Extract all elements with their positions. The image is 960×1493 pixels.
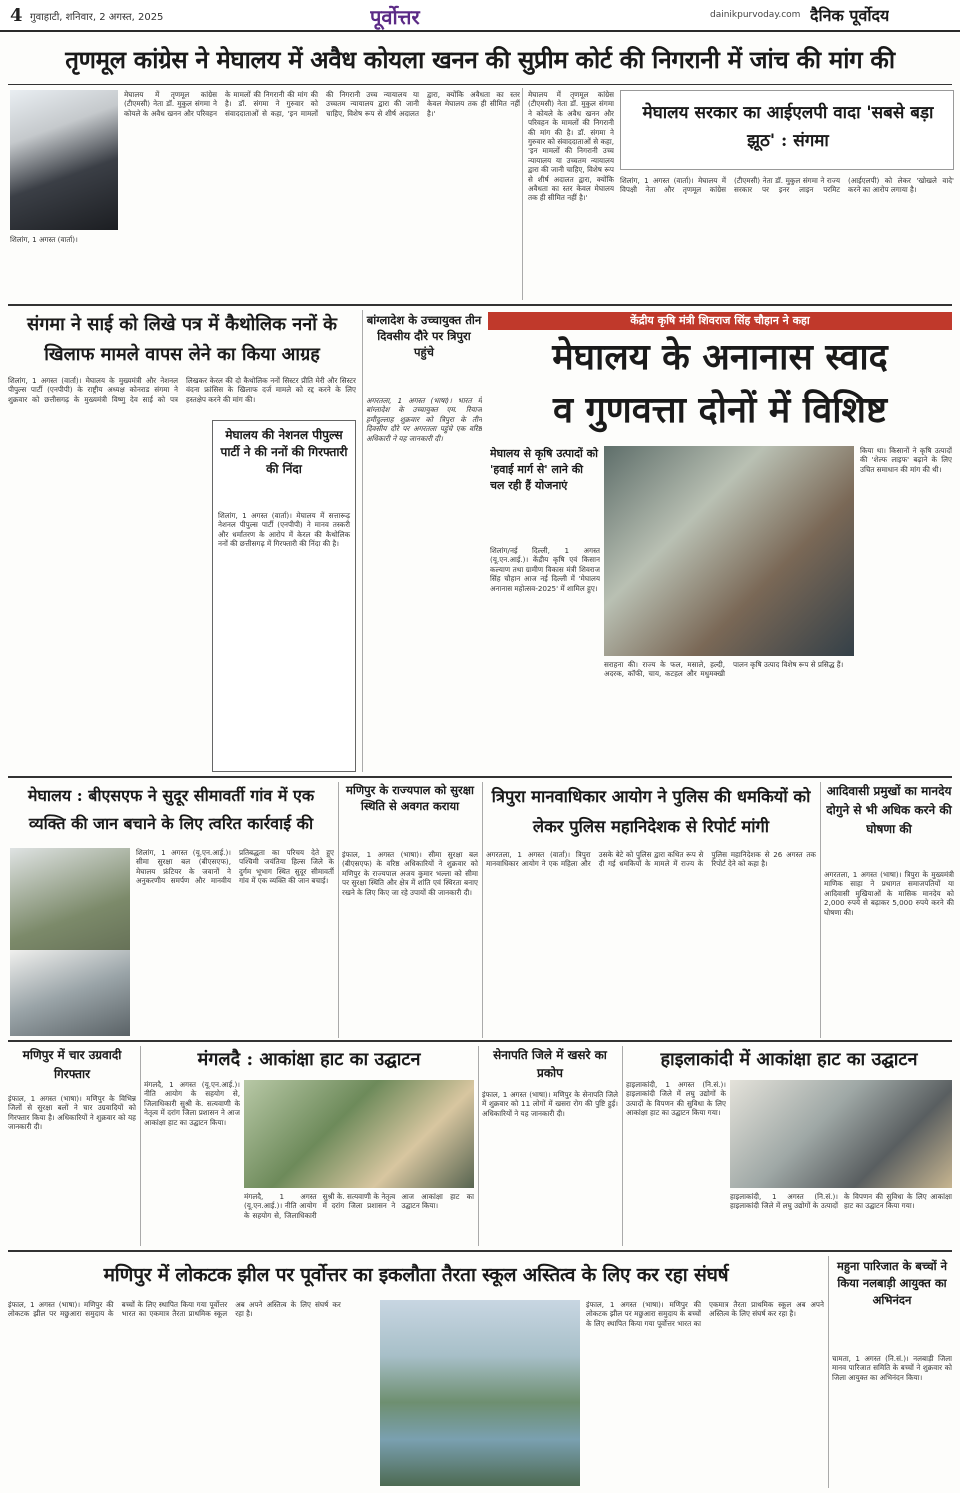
bsf-headline: मेघालय : बीएसएफ ने सुदूर सीमावर्ती गांव में एक व्यक्ति की जान बचाने के लिए त्वरित कार्रवाई की (27, 786, 315, 833)
paper-name: दैनिक पूर्वोदय (810, 6, 890, 25)
loktak-photo (380, 1300, 580, 1486)
npp-body: शिलांग, 1 अगस्त (वार्ता)। मेघालय में सत्तारूढ़ नेशनल पीपुल्स पार्टी (एनपीपी) ने मानव तस्करी और धर्मांतरण के आरोप में केरल की कैथोलिक ननों की छत्तीसगढ़ में गिरफ्तारी की निंदा की है। (218, 511, 350, 549)
mangaldai-body: मंगलदै, 1 अगस्त (यू.एन.आई.)। नीति आयोग के सहयोग से, जिलाधिकारी सुश्री के. सत्यवाणी के नेतृत्व में दरांग जिला प्रशासन ने आज आकांक्षा हाट का उद्घाटन किया। (144, 1080, 240, 1127)
hailakandi-headline: हाइलाकांदी में आकांक्षा हाट का उद्घाटन (660, 1049, 918, 1070)
pineapple-headline-1: मेघालय के अनानास स्वाद (552, 336, 888, 378)
pineapple-body: शिलांग/नई दिल्ली, 1 अगस्त (यू.एन.आई.)। केंद्रीय कृषि एवं किसान कल्याण तथा ग्रामीण विकास मंत्री शिवराज सिंह चौहान आज नई दिल्ली में 'मेघालय अनानास महोत्सव-2025' में शामिल हुए। (490, 546, 600, 593)
loktak-body-2: इंफाल, 1 अगस्त (भाषा)। मणिपुर की लोकटक झील पर मछुआरा समुदाय के बच्चों के लिए स्थापित किया गया पूर्वोत्तर भारत का एकमात्र तैरता प्राथमिक स्कूल अब अपने अस्तित्व के लिए संघर्ष कर रहा है। (586, 1300, 824, 1328)
lead-dateline: शिलांग, 1 अगस्त (वार्ता)। (10, 235, 78, 244)
bsf-body: शिलांग, 1 अगस्त (यू.एन.आई.)। सीमा सुरक्षा बल (बीएसएफ), मेघालय फ्रंटियर के जवानों ने अनुकरणीय समर्पण और मानवीय प्रतिबद्धता का परिचय देते हुए पश्चिमी जयंतिया हिल्स जिले के दुर्गम भूभाग स्थित सुदूर सीमावर्ती गांव में एक व्यक्ति की जान बचाई। (136, 848, 334, 886)
pineapple-body-2: सराहना की। राज्य के फल, मसाले, हल्दी, अदरक, कॉफी, चाय, कटहल और मधुमक्खी पालन कृषि उत्पाद विशेष रूप से प्रसिद्ध हैं। (604, 660, 844, 679)
pineapple-photo (604, 446, 854, 656)
section-title: पूर्वोत्तर (370, 5, 420, 29)
sidebar-top-body: शिलांग, 1 अगस्त (वार्ता)। मेघालय में विपक्षी नेता और तृणमूल कांग्रेस (टीएमसी) नेता डॉ. मुकुल संगमा ने राज्य सरकार पर इनर लाइन परमिट (आईएलपी) को लेकर 'खोखले वादे' करने का आरोप लगाया है। (620, 176, 954, 195)
manipur-four-headline: मणिपुर में चार उग्रवादी गिरफ्तार (22, 1048, 122, 1081)
manipur-gov-body: इंफाल, 1 अगस्त (भाषा)। सीमा सुरक्षा बल (बीएसएफ) के वरिष्ठ अधिकारियों ने शुक्रवार को मणिपुर के राज्यपाल अजय कुमार भल्ला को सीमा पर सुरक्षा स्थिति और क्षेत्र में शांति एवं स्थिरता बनाए रखने के लिए किए जा रहे उपायों की जानकारी दी। (342, 850, 478, 897)
tripura-hr-headline: त्रिपुरा मानवाधिकार आयोग ने पुलिस की धमकियों को लेकर पुलिस महानिदेशक से रिपोर्ट मांगी (491, 787, 811, 836)
hailakandi-photo (730, 1080, 952, 1188)
manipur-four-body: इंफाल, 1 अगस्त (भाषा)। मणिपुर के विभिन्न जिलों से सुरक्षा बलों ने चार उग्रवादियों को गिरफ्तार किया है। अधिकारियों ने शुक्रवार को यह जानकारी दी। (8, 1094, 136, 1132)
mangaldai-headline: मंगलदै : आकांक्षा हाट का उद्घाटन (197, 1049, 421, 1070)
madhu-headline: महुना पारिजात के बच्चों ने किया नलबाड़ी आयुक्त का अभिनंदन (836, 1259, 947, 1307)
sangma-letter-body: शिलांग, 1 अगस्त (वार्ता)। मेघालय के मुख्यमंत्री और नेशनल पीपुल्स पार्टी (एनपीपी) के राष्ट्रीय अध्यक्ष कोनराड संगमा ने शुक्रवार को छत्तीसगढ़ के मुख्यमंत्री विष्णु देव साई को पत्र लिखकर केरल की दो कैथोलिक ननों सिस्टर प्रीति मेरी और सिस्टर वंदना फ्रांसिस के खिलाफ दर्ज मामले को रद्द करने के लिए हस्तक्षेप करने की मांग की। (8, 376, 356, 404)
lead-body: मेघालय में तृणमूल कांग्रेस (टीएमसी) नेता डॉ. मुकुल संगमा ने कोयले के अवैध खनन और परिवहन के मामलों की निगरानी की मांग की है। डॉ. संगमा ने गुरुवार को संवाददाताओं से कहा, 'इन मामलों की निगरानी उच्च न्यायालय या उच्चतम न्यायालय द्वारा की जानी चाहिए, विशेष रूप से शीर्ष अदालत द्वारा, क्योंकि अवैधता का स्तर केवल मेघालय तक ही सीमित नहीं है।' (124, 90, 520, 118)
bangladesh-body: अगरतला, 1 अगस्त (भाषा)। भारत में बांग्लादेश के उच्चायुक्त एम. रियाज हमीदुल्लाह शुक्रवार को त्रिपुरा के तीन दिवसीय दौरे पर अगरतला पहुंचे एक वरिष्ठ अधिकारी ने यह जानकारी दी। (366, 396, 482, 443)
madhu-body: चामता, 1 अगस्त (नि.सं.)। नलबाड़ी जिला मानव पारिजात समिति के बच्चों ने शुक्रवार को जिला आयुक्त का अभिनंदन किया। (832, 1354, 952, 1382)
hailakandi-body: हाइलाकांदी, 1 अगस्त (नि.सं.)। हाइलाकांदी जिले में लघु उद्योगों के उत्पादों के विपणन की सुविधा के लिए आकांक्षा हाट का उद्घाटन किया गया। (626, 1080, 726, 1118)
masthead (0, 0, 960, 32)
tribal-headline: आदिवासी प्रमुखों का मानदेय दोगुने से भी अधिक करने की घोषणा की (826, 784, 952, 836)
lead-headline: तृणमूल कांग्रेस ने मेघालय में अवैध कोयला खनन की सुप्रीम कोर्ट की निगरानी में जांच की मांग की (65, 45, 895, 74)
pineapple-headline-2: व गुणवत्ता दोनों में विशिष्ट (552, 389, 888, 431)
mukul-sangma-photo (10, 90, 118, 230)
senapati-headline: सेनापति जिले में खसरे का प्रकोप (493, 1048, 607, 1080)
sangma-letter-headline: संगमा ने साई को लिखे पत्र में कैथोलिक ननों के खिलाफ मामले वापस लेने का किया आग्रह (27, 314, 337, 365)
npp-box (212, 420, 356, 772)
tripura-hr-body: अगरतला, 1 अगस्त (वार्ता)। त्रिपुरा मानवाधिकार आयोग ने एक महिला और उसके बेटे को पुलिस द्वारा कथित रूप से दी गई धमकियों के मामले में राज्य के पुलिस महानिदेशक से 26 अगस्त तक रिपोर्ट देने को कहा है। (486, 850, 816, 869)
website: dainikpurvoday.com (710, 10, 801, 20)
loktak-body: इंफाल, 1 अगस्त (भाषा)। मणिपुर की लोकटक झील पर मछुआरा समुदाय के बच्चों के लिए स्थापित किया गया पूर्वोत्तर भारत का एकमात्र तैरता प्राथमिक स्कूल अब अपने अस्तित्व के लिए संघर्ष कर रहा है। (8, 1300, 341, 1319)
sidebar-top-box (620, 90, 954, 170)
lead-body-cont: मेघालय में तृणमूल कांग्रेस (टीएमसी) नेता डॉ. मुकुल संगमा ने कोयले के अवैध खनन और परिवहन के मामलों की निगरानी की मांग की है। डॉ. संगमा ने गुरुवार को संवाददाताओं से कहा, 'इन मामलों की निगरानी उच्च न्यायालय या उच्चतम न्यायालय द्वारा की जानी चाहिए, विशेष रूप से शीर्ष अदालत द्वारा, क्योंकि अवैधता का स्तर केवल मेघालय तक ही सीमित नहीं है।' (528, 90, 614, 203)
senapati-body: इंफाल, 1 अगस्त (भाषा)। मणिपुर के सेनापति जिले में शुक्रवार को 11 लोगों में खसरा रोग की पुष्टि हुई। अधिकारियों ने यह जानकारी दी। (482, 1090, 618, 1118)
date-line: गुवाहाटी, शनिवार, 2 अगस्त, 2025 (30, 12, 164, 23)
manipur-gov-headline: मणिपुर के राज्यपाल को सुरक्षा स्थिति से अवगत कराया (345, 783, 474, 813)
bangladesh-headline: बांग्लादेश के उच्चायुक्त तीन दिवसीय दौरे पर त्रिपुरा पहुंचे (366, 313, 482, 359)
npp-headline: मेघालय की नेशनल पीपुल्स पार्टी ने की ननों की गिरफ्तारी की निंदा (220, 428, 348, 476)
pineapple-kicker: केंद्रीय कृषि मंत्री शिवराज सिंह चौहान ने कहा (488, 312, 952, 330)
page-number: 4 (10, 5, 23, 26)
sidebar-top-headline: मेघालय सरकार का आईएलपी वादा 'सबसे बड़ा झूठ' : संगमा (642, 103, 934, 151)
mangaldai-body-2: मंगलदै, 1 अगस्त (यू.एन.आई.)। नीति आयोग के सहयोग से, जिलाधिकारी सुश्री के. सत्यवाणी के नेतृत्व में दरांग जिला प्रशासन ने आज आकांक्षा हाट का उद्घाटन किया। (244, 1192, 474, 1220)
pineapple-subhead: मेघालय से कृषि उत्पादों को 'हवाई मार्ग से' लाने की चल रही हैं योजनाएं (490, 447, 598, 492)
hailakandi-body-2: हाइलाकांदी, 1 अगस्त (नि.सं.)। हाइलाकांदी जिले में लघु उद्योगों के उत्पादों के विपणन की सुविधा के लिए आकांक्षा हाट का उद्घाटन किया गया। (730, 1192, 952, 1211)
tribal-body: अगरतला, 1 अगस्त (भाषा)। त्रिपुरा के मुख्यमंत्री माणिक साहा ने प्रथागत समाजपतियों या आदिवासी मुखियाओं के मासिक मानदेय को 2,000 रुपये से बढ़ाकर 5,000 रुपये करने की घोषणा की। (824, 870, 954, 917)
loktak-headline: मणिपुर में लोकटक झील पर पूर्वोत्तर का इकलौता तैरता स्कूल अस्तित्व के लिए कर रहा संघर्ष (103, 1264, 729, 1286)
mangaldai-photo (244, 1080, 474, 1188)
bsf-photo-2 (10, 950, 130, 1036)
pineapple-body-3: किया था। किसानों ने कृषि उत्पादों की 'शेल्फ लाइफ' बढ़ाने के लिए उचित समाधान की मांग की थी। (860, 446, 952, 474)
